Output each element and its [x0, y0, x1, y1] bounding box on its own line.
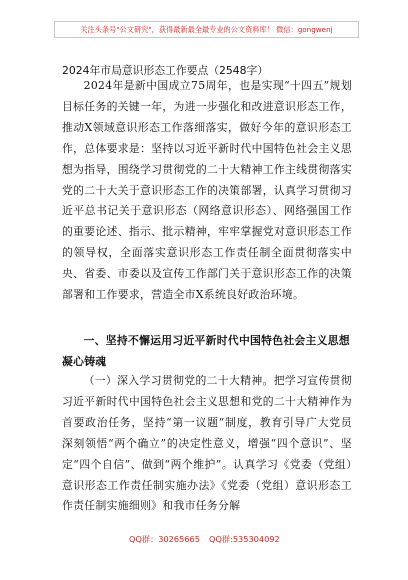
- footer-qq-group-1: QQ群：30265665: [129, 534, 200, 544]
- section-heading: 一、坚持不懈运用习近平新时代中国特色社会主义思想凝心铸魂: [62, 334, 350, 368]
- footer-qq-group-2: QQ群:535304092: [209, 534, 280, 544]
- intro-paragraph: 2024年是新中国成立75周年，也是实现“十四五”规划目标任务的关键一年，为进一步强化和改进意识形态工作，推动X领域意识形态工作落细落实，做好今年的意识形态工作，总体要求是：坚持以习近平新时代中国特色社会主义思想为指导，围绕学习贯彻党的二十大精神工作主线贯彻落实党的二十大关于意识形态工作的决策部署，认真学习贯彻习近平总书记关于意识形态（网络意识形态）、网络强国工作的重要论述、指示、批示精神，牢牢掌握党对意识形态工作的领导权，全面落实意识形态工作责任制全面贯彻落实中央、省委、市委以及宣传工作部门关于意识形态工作的决策部署和工作要求，营造全市X系统良好政治环境。: [62, 79, 352, 302]
- section-paragraph: （一）深入学习贯彻党的二十大精神。把学习宣传贯彻习近平新时代中国特色社会主义思想和党的二十大精神作为首要政治任务，坚持“第一议题”制度，教育引导广大党员深刻领悟“两个确立”的决定性意义，增强“四个意识”、坚定“四个自信”、做到“两个维护”。认真学习《党委（党组）意识形态工作责任制实施办法》《党委（党组）意识形态工作责任制实施细则》和我市任务分解: [62, 374, 352, 513]
- document-title: 2024年市局意识形态工作要点（2548字）: [62, 64, 269, 77]
- header-banner: 关注头条号"公文研究"，获得最新最全最专业的公文资料库！ 微信：gongwenj: [54, 21, 359, 38]
